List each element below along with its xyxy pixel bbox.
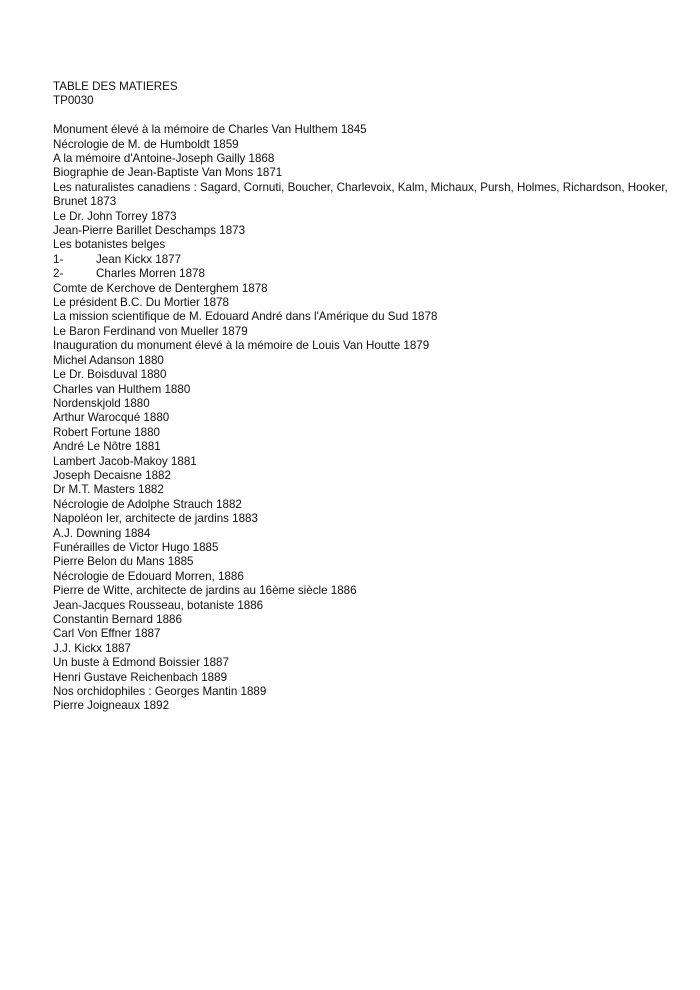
toc-entry [53,368,683,382]
toc-entry [53,181,683,210]
toc-entry [53,527,683,541]
toc-entry [53,411,683,425]
toc-entry-text: Les naturalistes canadiens : Sagard, Cornuti, Boucher, Charlevoix, Kalm, Michaux, Pursh, Holmes, Richardson, Hooker, Brunet 1873 [53,180,668,209]
toc-entry-text: Le Dr. John Torrey 1873 [53,209,177,223]
toc-entry [53,310,683,324]
toc-entry-text: A.J. Downing 1884 [53,526,151,540]
toc-entry-text: Joseph Decaisne 1882 [53,468,171,482]
toc-entry-text: Jean Kickx 1877 [96,252,182,266]
toc-entry [53,498,683,512]
toc-entry [53,138,683,152]
toc-entry [53,426,683,440]
toc-entry-text: A la mémoire d'Antoine-Joseph Gailly 1868 [53,152,275,166]
toc-entry-text: Le Baron Ferdinand von Mueller 1879 [53,324,248,338]
document-heading: TABLE DES MATIERES [53,80,178,93]
toc-entry [53,469,683,483]
toc-entry [53,354,683,368]
toc-entry-text: Pierre Joigneaux 1892 [53,699,170,713]
toc-entry [53,599,683,613]
toc-entry [53,555,683,569]
toc-entry-text: Michel Adanson 1880 [53,353,164,367]
toc-entry-text: Jean-Jacques Rousseau, botaniste 1886 [53,598,264,612]
document-code: TP0030 [53,94,94,108]
toc-entry-text: Jean-Pierre Barillet Deschamps 1873 [53,224,246,238]
toc-entry [53,282,683,296]
toc-entry [53,224,683,238]
toc-entry-text: Nécrologie de M. de Humboldt 1859 [53,137,239,151]
toc-entry [53,210,683,224]
toc-entry [53,699,683,713]
toc-entry-text: Le président B.C. Du Mortier 1878 [53,296,229,310]
toc-entry [53,512,683,526]
toc-entry [53,613,683,627]
toc-entry-text: Biographie de Jean-Baptiste Van Mons 1871 [53,166,283,180]
toc-entry [53,685,683,699]
toc-entry-text: Funérailles de Victor Hugo 1885 [53,540,219,554]
toc-entry-text: La mission scientifique de M. Edouard André dans l'Amérique du Sud 1878 [53,310,438,324]
toc-entry [53,339,683,353]
toc-entry [53,656,683,670]
toc-entry-text: Constantin Bernard 1886 [53,613,182,627]
toc-entry [53,152,683,166]
toc-entry [53,584,683,598]
toc-entry [53,325,683,339]
toc-entry-number: 2- [53,267,64,281]
toc-entry [53,627,683,641]
toc-entry-number: 1- [53,252,64,266]
toc-entry-text: André Le Nôtre 1881 [53,440,161,454]
toc-entry-text: Le Dr. Boisduval 1880 [53,368,167,382]
toc-entry-text: Pierre Belon du Mans 1885 [53,555,194,569]
toc-entry-text: Nécrologie de Edouard Morren, 1886 [53,569,244,583]
toc-entry [53,383,683,397]
toc-entry-text: Comte de Kerchove de Denterghem 1878 [53,281,268,295]
toc-entry [53,483,683,497]
toc-entry-text: Inauguration du monument élevé à la mémoire de Louis Van Houtte 1879 [53,339,430,353]
toc-entry-text: Charles Morren 1878 [96,267,205,281]
toc-entry [53,642,683,656]
toc-entry-text: Pierre de Witte, architecte de jardins au 16ème siècle 1886 [53,584,357,598]
toc-entry [53,253,683,267]
toc-entry-text: Dr M.T. Masters 1882 [53,483,164,497]
toc-entry-text: Napoléon Ier, architecte de jardins 1883 [53,512,258,526]
toc-entry [53,166,683,180]
table-of-contents [53,123,683,714]
toc-entry-text: Arthur Warocqué 1880 [53,411,170,425]
toc-entry-text: Carl Von Effner 1887 [53,627,161,641]
document-page [53,80,683,714]
toc-entry-text: Robert Fortune 1880 [53,425,160,439]
toc-entry-text: Un buste à Edmond Boissier 1887 [53,656,229,670]
toc-entry-text: Nordenskjold 1880 [53,396,150,410]
toc-entry-text: Lambert Jacob-Makoy 1881 [53,454,197,468]
toc-entry-text: Monument élevé à la mémoire de Charles Van Hulthem 1845 [53,123,367,137]
toc-entry-text: Nécrologie de Adolphe Strauch 1882 [53,497,242,511]
toc-entry [53,671,683,685]
toc-entry-text: J.J. Kickx 1887 [53,641,131,655]
toc-entry [53,238,683,252]
toc-entry-text: Nos orchidophiles : Georges Mantin 1889 [53,685,267,699]
toc-entry [53,123,683,137]
toc-entry-text: Charles van Hulthem 1880 [53,382,191,396]
toc-entry [53,397,683,411]
toc-entry [53,267,683,281]
toc-entry-text: Les botanistes belges [53,238,166,252]
toc-entry [53,570,683,584]
toc-entry [53,541,683,555]
toc-entry [53,440,683,454]
toc-entry [53,296,683,310]
toc-entry [53,455,683,469]
toc-entry-text: Henri Gustave Reichenbach 1889 [53,670,228,684]
